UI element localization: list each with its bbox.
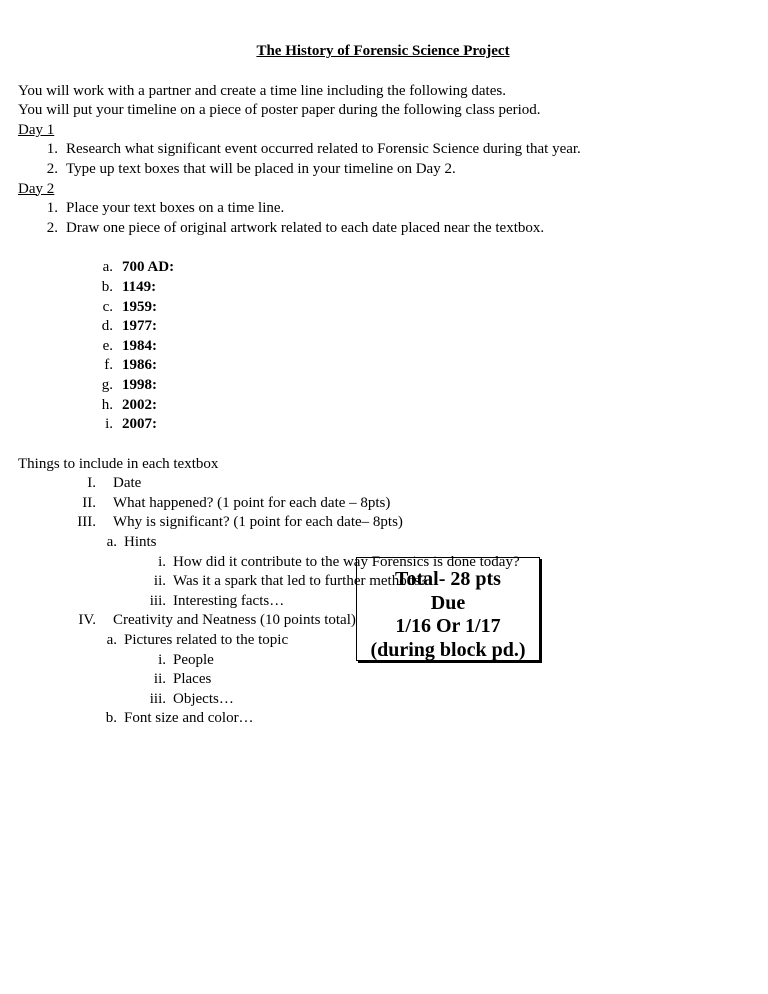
date-letter: g.: [101, 376, 113, 393]
date-item: [18, 278, 748, 298]
item-number: i.: [158, 553, 166, 570]
step-number: 1.: [46, 141, 58, 158]
include-subsubitem: [18, 690, 748, 710]
date-value: 1149:: [122, 278, 157, 295]
date-item: [18, 317, 748, 337]
date-letter: a.: [102, 259, 113, 276]
date-value: 1984:: [122, 337, 157, 354]
item-number: b.: [105, 710, 117, 727]
date-letter: d.: [101, 318, 113, 335]
include-subitem: [18, 533, 748, 553]
item-number: IV.: [78, 612, 96, 629]
day-1-step: [18, 160, 748, 180]
step-number: 2.: [46, 160, 58, 177]
date-item: [18, 298, 748, 318]
date-item: [18, 337, 748, 357]
item-number: i.: [158, 651, 166, 668]
item-text: Objects…: [173, 690, 234, 707]
item-text: Was it a spark that led to further methods?: [173, 573, 427, 590]
item-text: How did it contribute to the way Forensics is done today?: [173, 553, 520, 570]
step-text: Type up text boxes that will be placed in your timeline on Day 2.: [66, 160, 456, 177]
include-subitem: [18, 709, 748, 729]
item-number: II.: [82, 494, 96, 511]
step-text: Research what significant event occurred related to Forensic Science during that year.: [66, 141, 581, 158]
date-letter: f.: [104, 357, 113, 374]
day-2-step: [18, 199, 748, 219]
total-points-line: Total- 28 pts: [395, 568, 501, 590]
item-number: I.: [87, 475, 96, 492]
date-value: 1998:: [122, 376, 157, 393]
item-number: iii.: [149, 592, 166, 609]
date-letter: h.: [101, 396, 113, 413]
due-note-line: (during block pd.): [370, 638, 526, 661]
due-dates-line: 1/16 Or 1/17: [395, 615, 501, 637]
step-number: 2.: [46, 219, 58, 236]
item-number: a.: [106, 534, 117, 551]
date-letter: c.: [102, 298, 113, 315]
item-number: a.: [106, 632, 117, 649]
date-letter: i.: [105, 416, 113, 433]
step-number: 1.: [46, 200, 58, 217]
date-value: 700 AD:: [122, 259, 175, 276]
include-heading: Things to include in each textbox: [18, 455, 219, 472]
item-text: Hints: [124, 534, 157, 551]
item-text: Pictures related to the topic: [124, 632, 289, 649]
include-item: [18, 513, 748, 533]
date-value: 1959:: [122, 298, 157, 315]
item-number: iii.: [149, 690, 166, 707]
intro-line-1: You will work with a partner and create a time line including the following dates.: [18, 82, 506, 99]
date-value: 2002:: [122, 396, 157, 413]
item-text: Places: [173, 671, 212, 688]
due-line: Due: [430, 591, 466, 614]
page-title: The History of Forensic Science Project: [256, 43, 510, 59]
date-letter: e.: [102, 337, 113, 354]
date-list: [18, 258, 748, 434]
include-item: [18, 474, 748, 494]
day-1-step: [18, 140, 748, 160]
include-item: [18, 494, 748, 514]
day-2-heading: Day 2: [18, 180, 55, 197]
date-value: 1977:: [122, 318, 157, 335]
date-item: [18, 415, 748, 435]
item-number: ii.: [153, 573, 166, 590]
item-text: Font size and color…: [124, 710, 254, 727]
step-text: Place your text boxes on a time line.: [66, 200, 285, 217]
date-letter: b.: [101, 278, 113, 295]
item-text: What happened? (1 point for each date – 8pts): [113, 494, 391, 511]
day-1-heading: Day 1: [18, 121, 55, 138]
item-number: ii.: [153, 671, 166, 688]
include-subsubitem: [18, 670, 748, 690]
intro-line-2: You will put your timeline on a piece of poster paper during the following class period.: [18, 102, 541, 119]
item-text: Interesting facts…: [173, 592, 285, 609]
date-value: 2007:: [122, 416, 157, 433]
day-2-step: [18, 219, 748, 239]
step-text: Draw one piece of original artwork related to each date placed near the textbox.: [66, 219, 545, 236]
item-text: Date: [113, 475, 142, 492]
item-text: Why is significant? (1 point for each date– 8pts): [113, 514, 403, 531]
date-item: [18, 396, 748, 416]
item-text: Creativity and Neatness (10 points total): [113, 612, 356, 629]
date-item: [18, 258, 748, 278]
date-value: 1986:: [122, 357, 157, 374]
item-number: III.: [77, 514, 96, 531]
date-item: [18, 356, 748, 376]
item-text: People: [173, 651, 214, 668]
date-item: [18, 376, 748, 396]
total-points-box: [356, 557, 540, 661]
